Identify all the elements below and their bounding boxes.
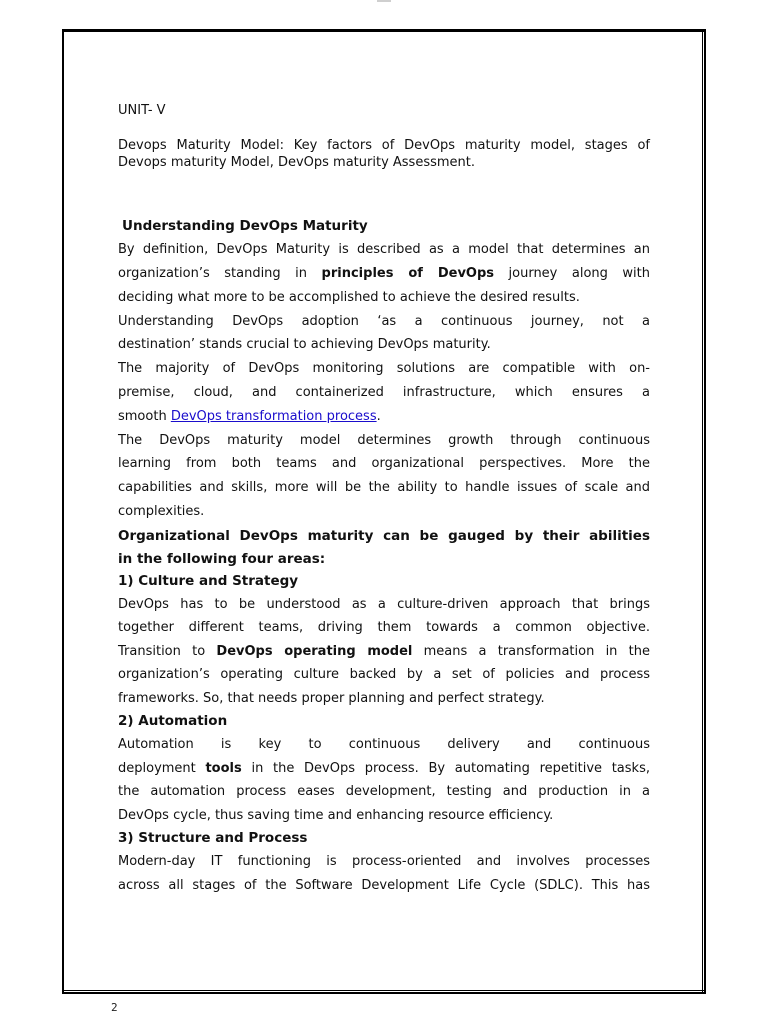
areas-intro: in the following four areas: <box>118 551 326 567</box>
paragraph-line: The DevOps maturity model determines growth through continuous <box>118 433 650 448</box>
area-heading-structure: 3) Structure and Process <box>118 830 308 846</box>
paragraph-line: together different teams, driving them towards a common objective. <box>118 620 650 635</box>
border-left <box>62 29 64 994</box>
text: means a transformation in the <box>412 644 650 659</box>
border-right-outer <box>704 29 706 994</box>
paragraph-line: complexities. <box>118 504 205 519</box>
paragraph-line <box>118 408 650 426</box>
syllabus-line: Devops maturity Model, DevOps maturity Assessment. <box>118 155 476 170</box>
paragraph-line: frameworks. So, that needs proper planning and perfect strategy. <box>118 691 545 706</box>
paragraph-line: Modern-day IT functioning is process-oriented and involves processes <box>118 854 650 869</box>
paragraph-line: By definition, DevOps Maturity is described as a model that determines an <box>118 242 650 257</box>
border-top <box>62 29 706 32</box>
text: journey along with <box>494 266 650 281</box>
bold-term: tools <box>205 761 242 776</box>
bold-term: DevOps operating model <box>216 644 413 659</box>
text: Transition to <box>118 644 217 659</box>
areas-intro: Organizational DevOps maturity can be gauged by their abilities <box>118 528 650 544</box>
text: organization’s standing in <box>118 266 322 281</box>
paragraph-line: across all stages of the Software Development Life Cycle (SDLC). This has <box>118 878 650 893</box>
text: smooth <box>118 409 171 424</box>
paragraph-line: premise, cloud, and containerized infrastructure, which ensures a <box>118 385 650 400</box>
paragraph-line: capabilities and skills, more will be the ability to handle issues of scale and <box>118 480 650 495</box>
paragraph-line: DevOps cycle, thus saving time and enhancing resource efficiency. <box>118 808 554 823</box>
bold-term: principles of DevOps <box>321 266 495 281</box>
border-bottom-outer <box>62 992 706 994</box>
page-top-marker <box>377 0 391 2</box>
paragraph-line: DevOps has to be understood as a culture-driven approach that brings <box>118 597 650 612</box>
paragraph-line <box>118 643 650 661</box>
paragraph-line <box>118 760 650 778</box>
border-bottom-inner <box>62 990 706 991</box>
area-heading-automation: 2) Automation <box>118 713 228 729</box>
paragraph-line: Automation is key to continuous delivery and continuous <box>118 737 650 752</box>
area-heading-culture: 1) Culture and Strategy <box>118 573 299 589</box>
paragraph-line: Understanding DevOps adoption ‘as a continuous journey, not a <box>118 314 650 329</box>
text: . <box>376 409 381 424</box>
devops-transformation-link[interactable]: DevOps transformation process <box>170 409 377 424</box>
paragraph-line: organization’s operating culture backed by a set of policies and process <box>118 667 650 682</box>
text: in the DevOps process. By automating repetitive tasks, <box>241 761 650 776</box>
paragraph-line: deciding what more to be accomplished to achieve the desired results. <box>118 290 580 305</box>
page-number: 2 <box>111 1001 118 1014</box>
text: deployment <box>118 761 206 776</box>
paragraph-line: The majority of DevOps monitoring solutions are compatible with on- <box>118 361 650 376</box>
border-right-inner <box>702 29 703 994</box>
section-heading: Understanding DevOps Maturity <box>122 218 368 234</box>
paragraph-line: destination’ stands crucial to achieving DevOps maturity. <box>118 337 491 352</box>
paragraph-line: the automation process eases development, testing and production in a <box>118 784 650 799</box>
paragraph-line <box>118 265 650 283</box>
paragraph-line: learning from both teams and organizational perspectives. More the <box>118 456 650 471</box>
syllabus-line: Devops Maturity Model: Key factors of DevOps maturity model, stages of <box>118 138 650 153</box>
unit-label: UNIT- V <box>118 103 166 118</box>
